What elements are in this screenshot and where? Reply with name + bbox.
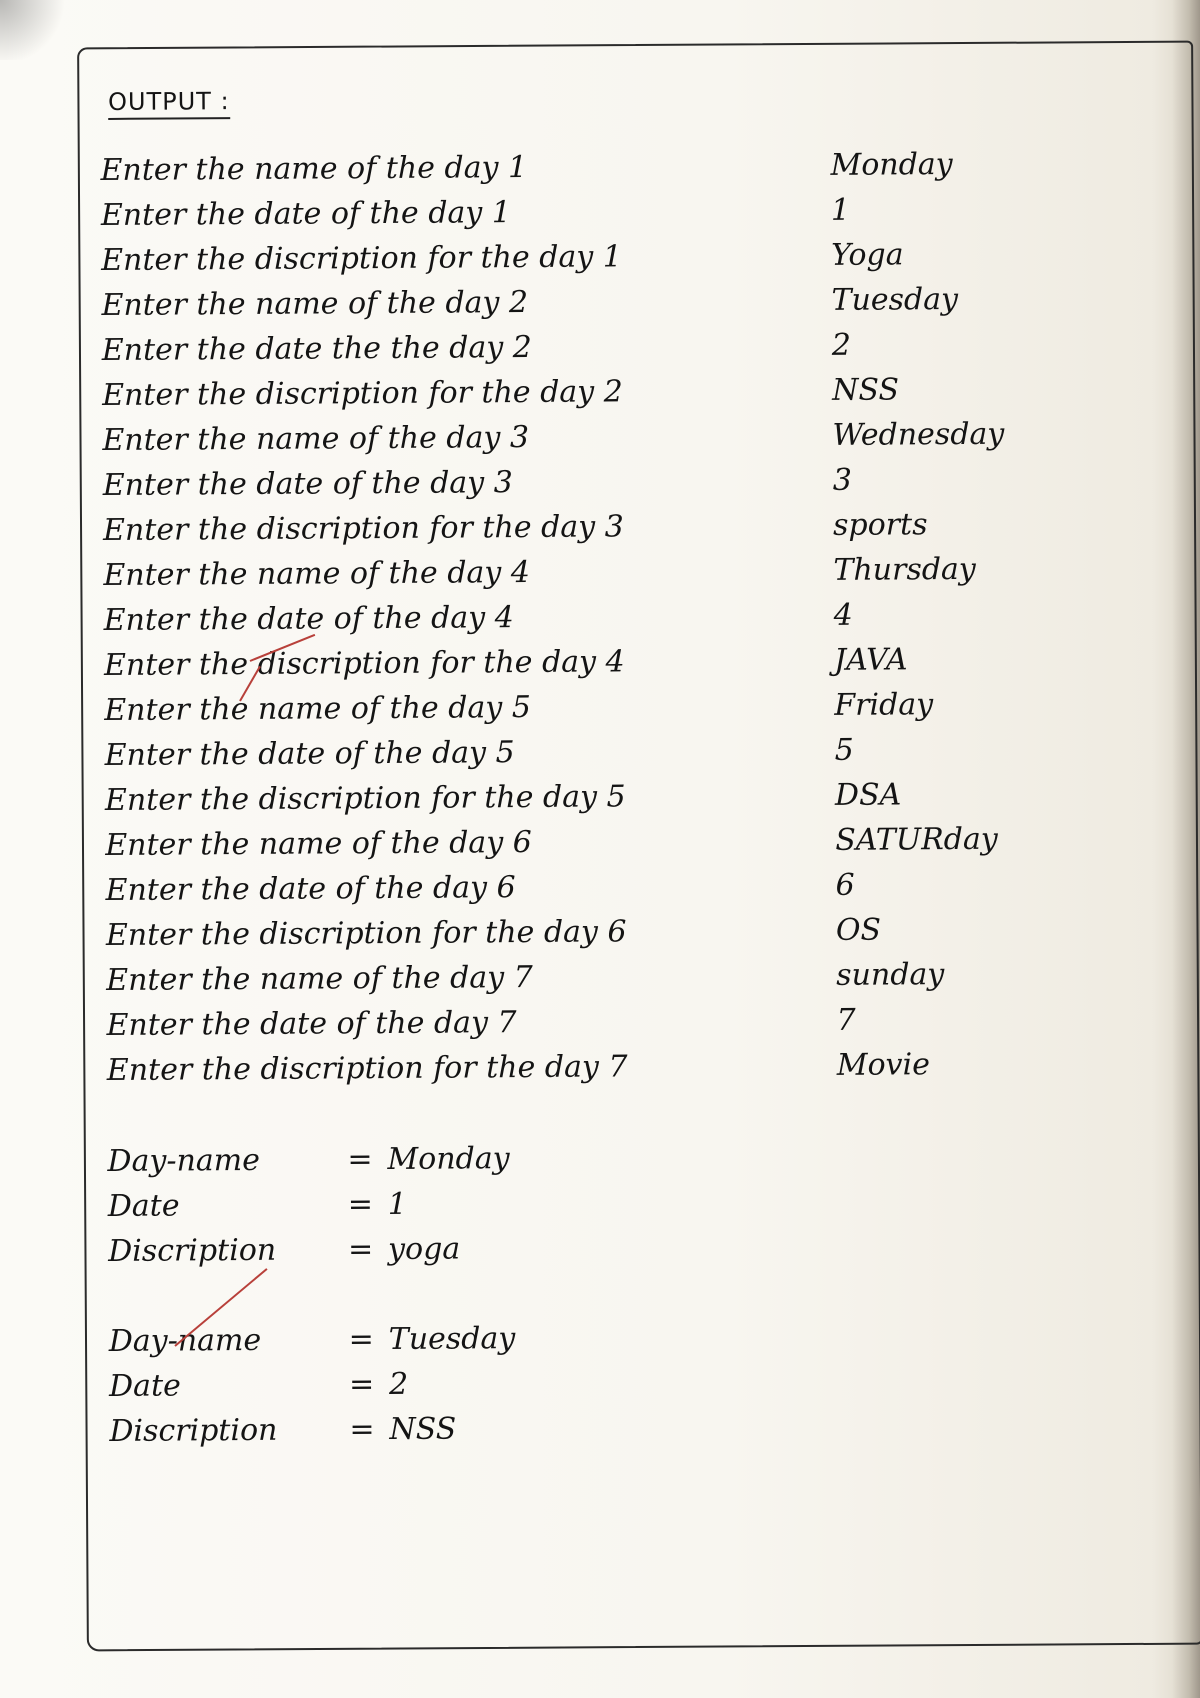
output-line (102, 366, 1102, 418)
summary-label: Date (108, 1368, 181, 1404)
summary-section (107, 1132, 1109, 1454)
prompt-text: Enter the date of the day 6 (105, 870, 516, 908)
prompt-text: Enter the date of the day 4 (103, 600, 514, 638)
prompt-text: Enter the name of the day 7 (106, 960, 533, 998)
output-line (102, 411, 1102, 463)
answer-text: 5 (834, 732, 854, 768)
prompt-text: Enter the name of the day 1 (100, 150, 528, 188)
prompt-text: Enter the discription for the day 4 (103, 644, 625, 683)
summary-eq: = (347, 1187, 374, 1223)
summary-value: Monday (387, 1141, 510, 1178)
answer-text: SATURday (835, 821, 998, 858)
summary-label: Date (107, 1188, 180, 1224)
answer-text: 7 (836, 1002, 856, 1038)
summary-eq: = (347, 1142, 373, 1178)
summary-line (109, 1402, 1109, 1454)
output-line (105, 816, 1105, 868)
answer-text: 1 (830, 192, 851, 228)
corner-shadow (0, 0, 70, 60)
summary-label: Day-name (108, 1322, 262, 1359)
output-line (101, 186, 1101, 238)
answer-text: Wednesday (832, 416, 1005, 453)
prompt-text: Enter the name of the day 3 (102, 420, 530, 458)
summary-eq: = (348, 1322, 375, 1358)
summary-label: Day-name (107, 1142, 261, 1179)
prompt-list (100, 141, 1107, 1093)
answer-text: Yoga (831, 237, 904, 273)
prompt-text: Enter the date of the day 7 (106, 1005, 517, 1043)
summary-value: 2 (388, 1366, 409, 1403)
summary-eq: = (347, 1232, 374, 1268)
summary-value: Tuesday (388, 1321, 516, 1358)
output-line (106, 906, 1106, 958)
answer-text: 3 (832, 462, 852, 498)
answer-text: OS (835, 912, 882, 948)
output-line (103, 456, 1103, 508)
prompt-text: Enter the discription for the day 7 (106, 1049, 628, 1088)
summary-label: Discription (109, 1412, 278, 1449)
prompt-text: Enter the discription for the day 6 (105, 914, 627, 953)
summary-label: Discription (108, 1232, 277, 1269)
prompt-text: Enter the discription for the day 5 (104, 779, 626, 818)
answer-text: Friday (834, 687, 934, 723)
prompt-text: Enter the date of the day 3 (102, 465, 513, 503)
output-heading: OUTPUT : (108, 87, 230, 120)
prompt-text: Enter the date of the day 5 (104, 735, 515, 773)
answer-text: Movie (836, 1047, 931, 1083)
prompt-text: Enter the name of the day 6 (105, 825, 532, 863)
summary-line (109, 1312, 1109, 1364)
answer-text: 6 (835, 867, 855, 903)
output-line (102, 321, 1102, 373)
prompt-text: Enter the name of the day 4 (103, 555, 531, 593)
summary-line (107, 1132, 1107, 1184)
prompt-text: Enter the name of the day 5 (104, 690, 532, 728)
summary-eq: = (349, 1412, 375, 1448)
summary-line (108, 1222, 1108, 1274)
answer-text: sunday (836, 957, 945, 993)
answer-text: 2 (831, 327, 852, 363)
output-line (106, 951, 1106, 1003)
summary-line (109, 1357, 1109, 1409)
output-line (103, 546, 1103, 598)
answer-text: sports (832, 507, 928, 543)
prompt-text: Enter the date the the day 2 (101, 329, 532, 368)
output-line (105, 861, 1105, 913)
output-line (104, 681, 1104, 733)
summary-value: yoga (387, 1231, 461, 1268)
summary-value: 1 (387, 1186, 408, 1223)
output-line (101, 231, 1101, 283)
prompt-text: Enter the date of the day 1 (100, 195, 512, 233)
answer-text: JAVA (833, 642, 908, 678)
output-line (103, 501, 1103, 553)
summary-line (108, 1177, 1108, 1229)
summary-block (109, 1312, 1110, 1454)
answer-text: 4 (833, 597, 853, 633)
answer-text: Tuesday (831, 282, 959, 318)
summary-eq: = (348, 1367, 375, 1403)
answer-text: NSS (832, 372, 900, 408)
output-line (107, 1041, 1107, 1093)
prompt-text: Enter the discription for the day 3 (102, 509, 624, 548)
summary-value: NSS (389, 1411, 457, 1448)
answer-text: Thursday (833, 551, 976, 588)
answer-text: Monday (830, 147, 953, 183)
prompt-text: Enter the discription for the day 2 (102, 374, 623, 413)
output-line (106, 996, 1106, 1048)
summary-block (107, 1132, 1108, 1274)
answer-text: DSA (834, 777, 902, 813)
output-line (104, 636, 1104, 688)
output-line (101, 276, 1101, 328)
prompt-text: Enter the name of the day 2 (101, 285, 529, 323)
prompt-text: Enter the discription for the day 1 (101, 239, 622, 278)
handwritten-content (100, 81, 1110, 1499)
output-line (104, 591, 1104, 643)
output-line (100, 141, 1100, 193)
output-line (105, 771, 1105, 823)
output-line (105, 726, 1105, 778)
